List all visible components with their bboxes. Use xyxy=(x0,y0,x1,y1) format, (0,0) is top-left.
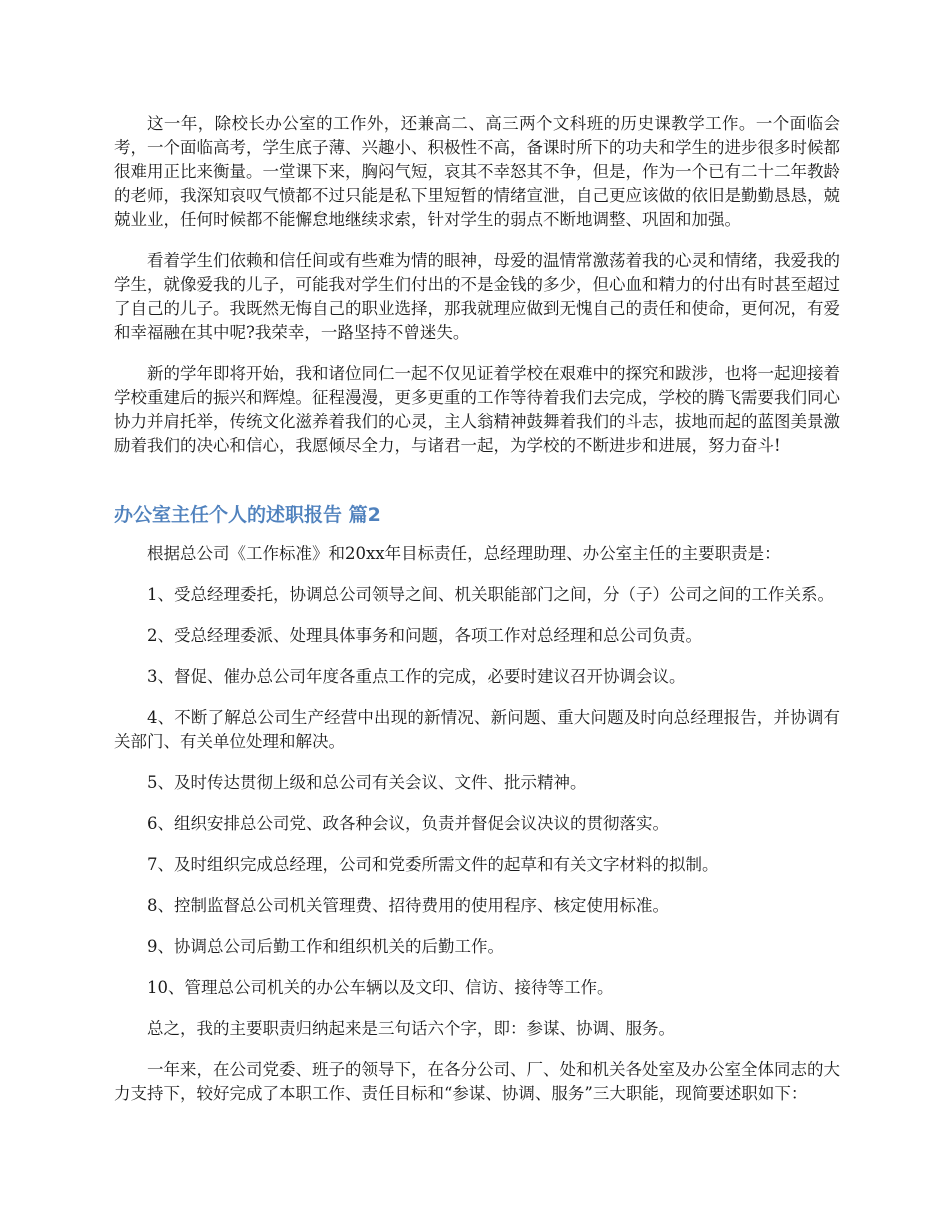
summary-paragraph: 总之，我的主要职责归纳起来是三句话六个字，即：参谋、协调、服务。 xyxy=(147,1019,675,1038)
section-heading: 办公室主任个人的述职报告 篇2 xyxy=(114,504,381,526)
duty-item-5: 5、及时传达贯彻上级和总公司有关会议、文件、批示精神。 xyxy=(147,773,587,792)
duty-item-2: 2、受总经理委派、处理具体事务和问题，各项工作对总经理和总公司负责。 xyxy=(147,626,702,645)
duty-item-9: 9、协调总公司后勤工作和组织机关的后勤工作。 xyxy=(147,937,504,956)
duty-item-8: 8、控制监督总公司机关管理费、招待费用的使用程序、核定使用标准。 xyxy=(147,896,669,915)
section-lead-paragraph: 根据总公司《工作标准》和20xx年目标责任，总经理助理、办公室主任的主要职责是： xyxy=(147,544,781,563)
duty-item-3: 3、督促、催办总公司年度各重点工作的完成，必要时建议召开协调会议。 xyxy=(147,667,686,686)
document-page xyxy=(114,112,840,1123)
intro-paragraph-3: 新的学年即将开始，我和诸位同仁一起不仅见证着学校在艰难中的探究和跋涉，也将一起迎接着学校重建后的振兴和辉煌。征程漫漫，更多更重的工作等待着我们去完成，学校的腾飞需要我们同心协力并肩托举，传统文化滋养着我们的心灵，主人翁精神鼓舞着我们的斗志，拔地而起的蓝图美景激励着我们的决心和信心，我愿倾尽全力，与诸君一起，为学校的不断进步和进展，努力奋斗! xyxy=(114,364,840,455)
intro-paragraph-2: 看着学生们依赖和信任间或有些难为情的眼神，母爱的温情常激荡着我的心灵和情绪，我爱我的学生，就像爱我的儿子，可能我对学生们付出的不是金钱的多少，但心血和精力的付出有时甚至超过了自己的儿子。我既然无悔自己的职业选择，那我就理应做到无愧自己的责任和使命，更何况，有爱和幸福融在其中呢?我荣幸，一路坚持不曾迷失。 xyxy=(114,251,840,342)
closing-paragraph: 一年来，在公司党委、班子的领导下，在各分公司、厂、处和机关各处室及办公室全体同志的大力支持下，较好完成了本职工作、责任目标和“参谋、协调、服务”三大职能，现简要述职如下： xyxy=(114,1060,840,1103)
duty-item-1: 1、受总经理委托，协调总公司领导之间、机关职能部门之间，分（子）公司之间的工作关系。 xyxy=(147,585,834,604)
duty-item-10: 10、管理总公司机关的办公车辆以及文印、信访、接待等工作。 xyxy=(147,978,614,997)
duty-item-6: 6、组织安排总公司党、政各种会议，负责并督促会议决议的贯彻落实。 xyxy=(147,814,669,833)
intro-paragraph-1: 这一年，除校长办公室的工作外，还兼高二、高三两个文科班的历史课教学工作。一个面临会考，一个面临高考，学生底子薄、兴趣小、积极性不高，备课时所下的功夫和学生的进步很多时候都很难用正比来衡量。一堂课下来，胸闷气短，哀其不幸怒其不争，但是，作为一个已有二十二年教龄的老师，我深知哀叹气愤都不过只能是私下里短暂的情绪宣泄，自己更应该做的依旧是勤勤恳恳，兢兢业业，任何时候都不能懈怠地继续求索，针对学生的弱点不断地调整、巩固和加强。 xyxy=(114,114,840,229)
duty-item-4: 4、不断了解总公司生产经营中出现的新情况、新问题、重大问题及时向总经理报告，并协调有关部门、有关单位处理和解决。 xyxy=(114,708,840,751)
duty-item-7: 7、及时组织完成总经理，公司和党委所需文件的起草和有关文字材料的拟制。 xyxy=(147,855,719,874)
